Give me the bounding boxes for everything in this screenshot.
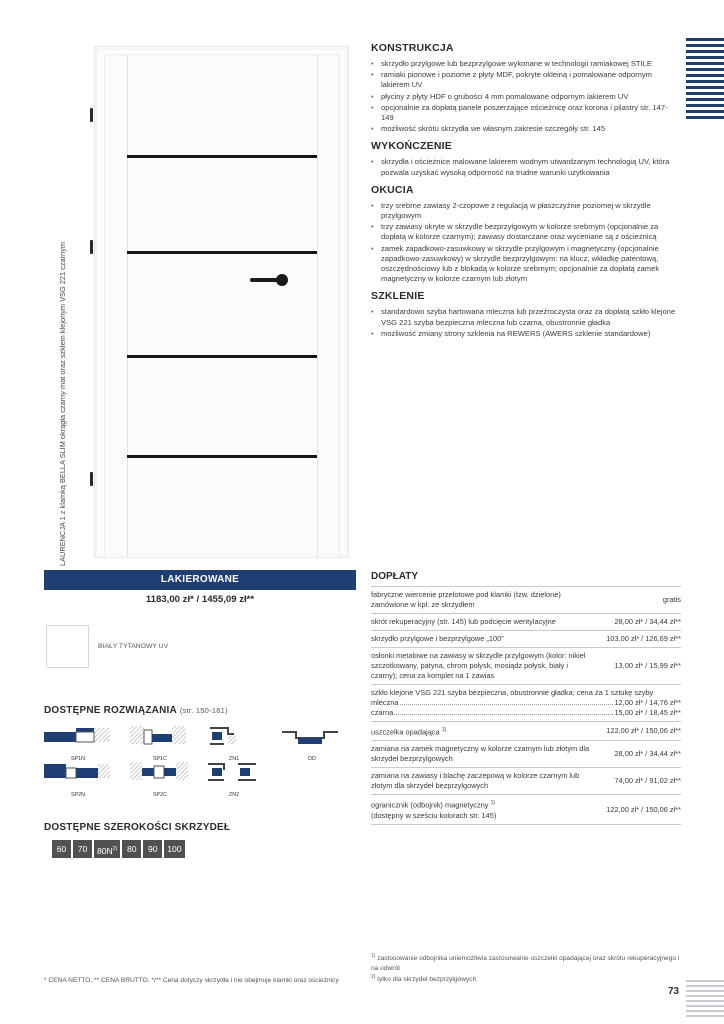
section-title-wykonczenie: WYKOŃCZENIE [371, 140, 452, 153]
solution-sp1c [124, 722, 196, 762]
doplaty-title: DOPŁATY [371, 571, 419, 582]
width-option: 90 [143, 840, 162, 858]
footnote-marker: 2) [371, 974, 376, 981]
table-row [371, 648, 681, 685]
decorative-stripes-bottom [686, 980, 724, 1020]
color-swatch [46, 625, 89, 668]
zn1-icon [198, 722, 270, 754]
door-illustration [70, 40, 360, 560]
list-item: • trzy zawiasy ukryte w skrzydle bezprzylgowym w kolorze srebrnym (opcjonalnie za dopłatą w kolorze czarnym); zawiasy dostarczane oraz wyceniane są z ościeżnicą [371, 222, 679, 242]
width-option: 100 [164, 840, 184, 858]
specification [371, 42, 679, 345]
solution-sp1n [42, 722, 114, 762]
row-price: gratis [595, 587, 681, 614]
hinge [90, 240, 93, 254]
footnote-text: zastosowanie odbojnika uniemożliwia zastosowanie uszczelki opadającej oraz skrótu rekuperacyjnego i na odwrót [371, 955, 680, 972]
glass-desc: szkło klejone VSG 221 szyba bezpieczna, obustronnie gładka; cena za 1 sztukę szyby [371, 688, 654, 697]
row-price: 103,00 zł* / 126,69 zł** [595, 631, 681, 648]
solution-label: DD [308, 756, 316, 762]
list-item: • płyciny z płyty HDF o grubości 4 mm pomalowane odpornym lakierem UV [371, 92, 679, 102]
solutions-title [44, 705, 228, 716]
row-price: 28,00 zł* / 34,44 zł** [595, 614, 681, 631]
list-item: • zamek zapadkowo-zasuwkowy w skrzydle przylgowym i magnetyczny (opcjonalnie zapadkowo-zasuwkowy) w skrzydle bezprzylgowym: na klucz, wkładkę patentową, oszczędnościowy lub z blokadą w kolorze srebrnym; opcjonalnie za dopłatą zamek magnetyczny w kolorze czarnym lub złotym [371, 244, 679, 285]
glass-price: 12,00 zł* / 14,76 zł** [614, 698, 681, 707]
footnote [371, 973, 681, 985]
list-item: • skrzydło przylgowe lub bezprzylgowe wykonane w technologii ramiakowej STILE [371, 59, 679, 69]
hinge [90, 472, 93, 486]
list-item: • możliwość zmiany strony szklenia na REWERS (AWERS szklenie standardowe) [371, 329, 679, 339]
door-stile-left [127, 55, 128, 557]
solutions-title-text: DOSTĘPNE ROZWIĄZANIA [44, 705, 177, 716]
footnote-text: tylko dla skrzydeł bezprzylgowych [377, 976, 477, 984]
sp1n-icon [42, 722, 114, 754]
width-option: 80 [122, 840, 141, 858]
solution-label: SP1N [70, 756, 86, 762]
doplaty-table [371, 586, 681, 825]
glass-bar [127, 155, 317, 158]
wykonczenie-list [371, 157, 679, 177]
table-row [371, 587, 681, 614]
width-option [94, 840, 120, 858]
table-row [371, 722, 681, 741]
sp2n-icon [42, 758, 114, 790]
glass-line [371, 708, 681, 718]
row-desc: zamiana na zawiasy i blachę zaczepową w kolorze czarnym lub złotym dla skrzydeł bezprzylgowych [371, 768, 595, 795]
solution-label: ZN1 [228, 756, 240, 762]
width-option: 60 [52, 840, 71, 858]
footnotes [371, 952, 681, 985]
footnote [371, 952, 681, 973]
solution-label: ZN2 [228, 792, 240, 798]
hinge [90, 108, 93, 122]
row-price: 122,00 zł* / 150,06 zł** [595, 722, 681, 741]
solution-zn1 [198, 722, 270, 762]
door-stile-right [317, 55, 318, 557]
footnote-marker: 1) [490, 800, 496, 807]
price-note: * CENA NETTO, ** CENA BRUTTO, */** Cena dotyczy skrzydła i nie obejmuje klamki oraz ościeżnicy [44, 977, 339, 984]
door-leaf [104, 54, 340, 558]
solution-sp2c [124, 758, 196, 798]
solution-sp2n [42, 758, 114, 798]
page-number: 73 [668, 986, 680, 997]
row-desc [371, 722, 595, 741]
row-desc: zamiana na zamek magnetyczny w kolorze czarnym lub złotym dla skrzydeł bezprzylgowych [371, 741, 595, 768]
list-item: • ramiaki pionowe i poziome z płyty MDF, pokryte okleiną i pomalowane odpornym lakierem UV [371, 70, 679, 90]
solution-zn2 [198, 758, 270, 798]
solution-label: SP1C [152, 756, 168, 762]
widths-title: DOSTĘPNE SZEROKOŚCI SKRZYDEŁ [44, 822, 231, 833]
door-handle-rose [276, 274, 288, 286]
row-desc-sub: (dostępny w sześciu kolorach str. 145) [371, 810, 497, 820]
sp1c-icon [124, 722, 196, 754]
zn2-icon [198, 758, 270, 790]
widths-list [52, 840, 185, 858]
konstrukcja-list [371, 59, 679, 134]
row-desc: skrót rekuperacyjny (str. 145) lub podcięcie wentylacyjne [371, 614, 595, 631]
solution-dd [276, 722, 348, 762]
table-row [371, 631, 681, 648]
list-item: • skrzydła i ościeżnice malowane lakierem wodnym utwardzanym technologią UV, która pozwala uzyskać wysoką odporność na trudne warunki użytkowania [371, 157, 679, 177]
row-price: 74,00 zł* / 91,02 zł** [595, 768, 681, 795]
door-caption: LAURENCJA 1 z klamką BELLA SLIM okrągła czarny mat oraz szkłem klejonym VSG 221 czarnym [58, 241, 67, 566]
sp2c-icon [124, 758, 196, 790]
table-row [371, 741, 681, 768]
dd-icon [276, 722, 348, 754]
row-price: 122,00 zł* / 150,06 zł** [595, 795, 681, 824]
glass-cell [371, 685, 681, 722]
list-item: • standardowo szyba hartowana mleczna lub przeźroczysta oraz za dopłatą szkło klejone VSG 221 szyba bezpieczna mleczna lub czarna, obustronnie gładka [371, 307, 679, 327]
row-price: 13,00 zł* / 15,99 zł** [595, 648, 681, 685]
row-desc-text: uszczelka opadająca [371, 727, 440, 737]
footnote-marker: 1) [371, 953, 376, 959]
solution-label: SP2C [152, 792, 168, 798]
list-item: • możliwość skrótu skrzydła we własnym zakresie szczegóły str. 145 [371, 124, 679, 134]
table-row [371, 614, 681, 631]
section-title-szklenie: SZKLENIE [371, 290, 425, 303]
row-desc: osłonki metalowe na zawiasy w skrzydle przylgowym (kolor: nikiel szczotkowany, patyna, chrom połysk, mosiądz połysk, biały i czarny); cena za komplet na 1 zawias [371, 648, 595, 685]
width-value: 80N [97, 845, 113, 856]
list-item: • opcjonalnie za dopłatą panele poszerzające ościeżnicę oraz korona i pilastry str. 147-149 [371, 103, 679, 123]
glass-label: mleczna [371, 698, 399, 707]
width-marker: 2) [112, 846, 118, 852]
list-item: • trzy srebrne zawiasy 2-czopowe z regulacją w płaszczyźnie poziomej w skrzydle przylgowym [371, 201, 679, 221]
row-desc: skrzydło przylgowe i bezprzylgowe „100” [371, 631, 595, 648]
glass-bar [127, 455, 317, 458]
footnote-marker: 1) [441, 727, 447, 733]
table-row-glass [371, 685, 681, 722]
szklenie-list [371, 307, 679, 339]
width-option: 70 [73, 840, 92, 858]
section-title-okucia: OKUCIA [371, 183, 414, 196]
glass-label: czarna [371, 708, 394, 717]
glass-bar [127, 251, 317, 254]
finish-price: 1183,00 zł* / 1455,09 zł** [145, 594, 255, 605]
row-desc-text: ogranicznik (odbojnik) magnetyczny [371, 800, 489, 810]
section-title-konstrukcja: KONSTRUKCJA [371, 42, 454, 54]
table-row [371, 795, 681, 824]
glass-price: 15,00 zł* / 18,45 zł** [614, 708, 681, 717]
row-desc: fabryczne wiercenie przelotowe pod klamki (tzw. dzielone) zamówione w kpl. ze skrzydłem [371, 587, 595, 614]
finish-band: LAKIEROWANE [44, 570, 356, 590]
table-row [371, 768, 681, 795]
row-desc [371, 795, 595, 824]
solutions-subtitle: (str. 150-161) [179, 706, 228, 715]
okucia-list [371, 201, 679, 285]
swatch-label: BIAŁY TYTANOWY UV [98, 643, 169, 650]
glass-bar [127, 355, 317, 358]
row-price: 28,00 zł* / 34,44 zł** [595, 741, 681, 768]
decorative-stripes-top [686, 38, 724, 122]
glass-line [371, 698, 681, 708]
solution-label: SP2N [70, 792, 86, 798]
